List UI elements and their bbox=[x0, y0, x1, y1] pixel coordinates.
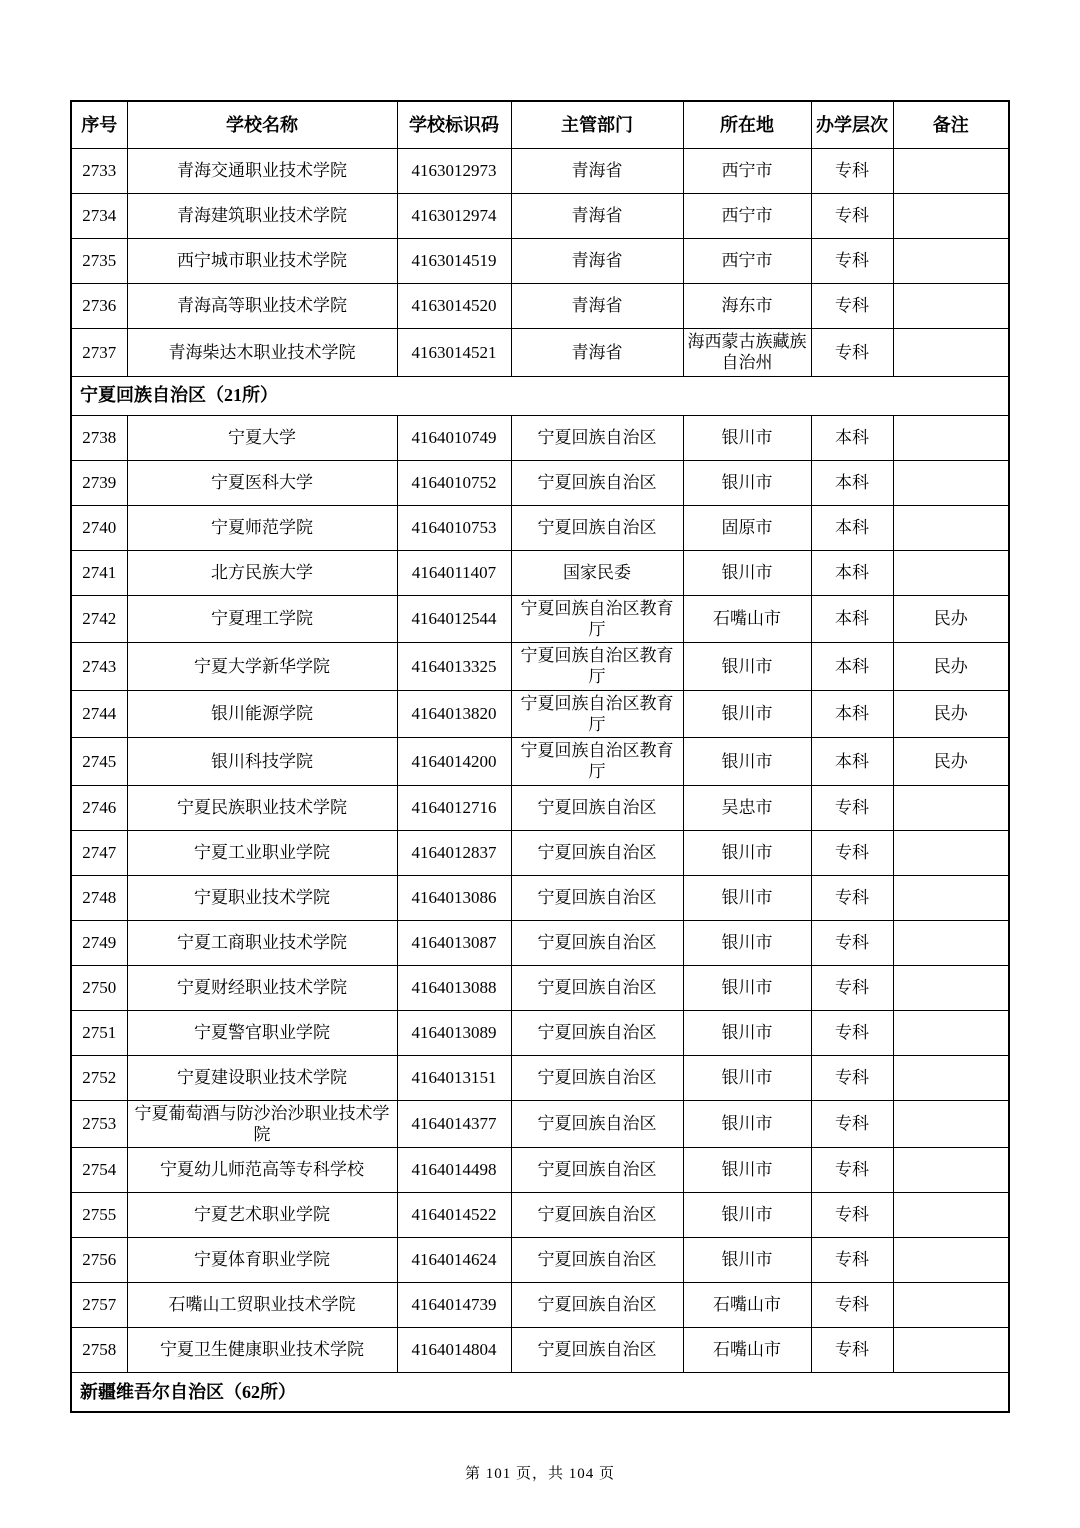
cell-location: 银川市 bbox=[683, 415, 811, 460]
header-supervisor: 主管部门 bbox=[511, 101, 683, 149]
cell-serial: 2750 bbox=[71, 965, 127, 1010]
cell-serial: 2742 bbox=[71, 595, 127, 643]
cell-note bbox=[893, 1055, 1009, 1100]
cell-school-code: 4164014498 bbox=[397, 1148, 511, 1193]
cell-location: 石嘴山市 bbox=[683, 1283, 811, 1328]
cell-note bbox=[893, 920, 1009, 965]
table-row bbox=[71, 1328, 1009, 1373]
cell-level: 本科 bbox=[811, 643, 893, 691]
cell-school-code: 4164013820 bbox=[397, 690, 511, 738]
cell-level: 专科 bbox=[811, 1055, 893, 1100]
cell-school-name: 西宁城市职业技术学院 bbox=[127, 239, 397, 284]
cell-school-name: 宁夏卫生健康职业技术学院 bbox=[127, 1328, 397, 1373]
table-row bbox=[71, 643, 1009, 691]
cell-note: 民办 bbox=[893, 690, 1009, 738]
cell-level: 专科 bbox=[811, 284, 893, 329]
cell-school-code: 4163012974 bbox=[397, 194, 511, 239]
cell-serial: 2745 bbox=[71, 738, 127, 786]
cell-school-name: 青海建筑职业技术学院 bbox=[127, 194, 397, 239]
cell-supervisor: 宁夏回族自治区 bbox=[511, 1010, 683, 1055]
cell-note bbox=[893, 875, 1009, 920]
cell-school-name: 宁夏大学新华学院 bbox=[127, 643, 397, 691]
cell-serial: 2734 bbox=[71, 194, 127, 239]
cell-location: 银川市 bbox=[683, 1238, 811, 1283]
cell-level: 本科 bbox=[811, 550, 893, 595]
cell-school-name: 宁夏葡萄酒与防沙治沙职业技术学院 bbox=[127, 1100, 397, 1148]
cell-school-code: 4164013089 bbox=[397, 1010, 511, 1055]
cell-school-code: 4164012716 bbox=[397, 785, 511, 830]
table-row bbox=[71, 550, 1009, 595]
table-row bbox=[71, 1193, 1009, 1238]
cell-note bbox=[893, 830, 1009, 875]
cell-school-name: 宁夏建设职业技术学院 bbox=[127, 1055, 397, 1100]
cell-school-name: 宁夏理工学院 bbox=[127, 595, 397, 643]
cell-school-code: 4164012837 bbox=[397, 830, 511, 875]
section-header-row bbox=[71, 376, 1009, 415]
cell-serial: 2747 bbox=[71, 830, 127, 875]
cell-serial: 2758 bbox=[71, 1328, 127, 1373]
cell-school-code: 4163014520 bbox=[397, 284, 511, 329]
cell-supervisor: 宁夏回族自治区 bbox=[511, 1328, 683, 1373]
cell-school-code: 4164013086 bbox=[397, 875, 511, 920]
cell-location: 石嘴山市 bbox=[683, 1328, 811, 1373]
cell-supervisor: 青海省 bbox=[511, 194, 683, 239]
cell-note bbox=[893, 329, 1009, 377]
cell-note bbox=[893, 1328, 1009, 1373]
table-row bbox=[71, 595, 1009, 643]
cell-level: 专科 bbox=[811, 785, 893, 830]
table-row bbox=[71, 690, 1009, 738]
cell-serial: 2754 bbox=[71, 1148, 127, 1193]
cell-location: 银川市 bbox=[683, 550, 811, 595]
cell-level: 本科 bbox=[811, 738, 893, 786]
cell-school-name: 宁夏大学 bbox=[127, 415, 397, 460]
cell-note bbox=[893, 149, 1009, 194]
cell-location: 银川市 bbox=[683, 1100, 811, 1148]
table-row bbox=[71, 738, 1009, 786]
cell-note bbox=[893, 1283, 1009, 1328]
cell-note bbox=[893, 550, 1009, 595]
cell-serial: 2735 bbox=[71, 239, 127, 284]
cell-school-code: 4164014522 bbox=[397, 1193, 511, 1238]
cell-school-name: 宁夏职业技术学院 bbox=[127, 875, 397, 920]
cell-school-name: 青海柴达木职业技术学院 bbox=[127, 329, 397, 377]
cell-location: 银川市 bbox=[683, 738, 811, 786]
cell-school-name: 宁夏医科大学 bbox=[127, 460, 397, 505]
cell-school-code: 4164013087 bbox=[397, 920, 511, 965]
cell-school-code: 4163014519 bbox=[397, 239, 511, 284]
cell-school-name: 宁夏体育职业学院 bbox=[127, 1238, 397, 1283]
cell-supervisor: 宁夏回族自治区教育厅 bbox=[511, 643, 683, 691]
cell-serial: 2752 bbox=[71, 1055, 127, 1100]
cell-note bbox=[893, 505, 1009, 550]
cell-note bbox=[893, 460, 1009, 505]
cell-serial: 2743 bbox=[71, 643, 127, 691]
cell-school-name: 银川能源学院 bbox=[127, 690, 397, 738]
cell-serial: 2737 bbox=[71, 329, 127, 377]
cell-serial: 2741 bbox=[71, 550, 127, 595]
cell-supervisor: 宁夏回族自治区教育厅 bbox=[511, 690, 683, 738]
cell-location: 银川市 bbox=[683, 1193, 811, 1238]
cell-supervisor: 宁夏回族自治区 bbox=[511, 1055, 683, 1100]
cell-level: 本科 bbox=[811, 460, 893, 505]
cell-level: 专科 bbox=[811, 920, 893, 965]
cell-school-code: 4164010749 bbox=[397, 415, 511, 460]
cell-note bbox=[893, 1010, 1009, 1055]
cell-supervisor: 宁夏回族自治区 bbox=[511, 875, 683, 920]
cell-serial: 2740 bbox=[71, 505, 127, 550]
cell-school-code: 4164013088 bbox=[397, 965, 511, 1010]
cell-school-name: 青海高等职业技术学院 bbox=[127, 284, 397, 329]
cell-school-code: 4164012544 bbox=[397, 595, 511, 643]
page-footer: 第 101 页，共 104 页 bbox=[464, 1466, 615, 1482]
cell-serial: 2756 bbox=[71, 1238, 127, 1283]
cell-serial: 2757 bbox=[71, 1283, 127, 1328]
cell-note bbox=[893, 785, 1009, 830]
table-row bbox=[71, 1055, 1009, 1100]
cell-school-name: 石嘴山工贸职业技术学院 bbox=[127, 1283, 397, 1328]
table-row bbox=[71, 239, 1009, 284]
cell-level: 专科 bbox=[811, 329, 893, 377]
cell-supervisor: 宁夏回族自治区 bbox=[511, 785, 683, 830]
section-title: 新疆维吾尔自治区（62所） bbox=[71, 1373, 1009, 1413]
header-school-code: 学校标识码 bbox=[397, 101, 511, 149]
cell-level: 专科 bbox=[811, 1238, 893, 1283]
cell-serial: 2749 bbox=[71, 920, 127, 965]
cell-note: 民办 bbox=[893, 643, 1009, 691]
cell-supervisor: 宁夏回族自治区教育厅 bbox=[511, 738, 683, 786]
cell-note bbox=[893, 194, 1009, 239]
cell-school-code: 4163014521 bbox=[397, 329, 511, 377]
cell-note bbox=[893, 1100, 1009, 1148]
cell-supervisor: 宁夏回族自治区 bbox=[511, 1238, 683, 1283]
cell-serial: 2736 bbox=[71, 284, 127, 329]
cell-school-code: 4164014377 bbox=[397, 1100, 511, 1148]
cell-serial: 2755 bbox=[71, 1193, 127, 1238]
cell-level: 专科 bbox=[811, 239, 893, 284]
cell-level: 专科 bbox=[811, 875, 893, 920]
cell-location: 石嘴山市 bbox=[683, 595, 811, 643]
table-row bbox=[71, 965, 1009, 1010]
cell-location: 银川市 bbox=[683, 460, 811, 505]
cell-supervisor: 宁夏回族自治区 bbox=[511, 1283, 683, 1328]
cell-note bbox=[893, 284, 1009, 329]
cell-school-name: 宁夏财经职业技术学院 bbox=[127, 965, 397, 1010]
header-school-name: 学校名称 bbox=[127, 101, 397, 149]
cell-location: 银川市 bbox=[683, 643, 811, 691]
header-level: 办学层次 bbox=[811, 101, 893, 149]
cell-location: 银川市 bbox=[683, 920, 811, 965]
cell-location: 西宁市 bbox=[683, 194, 811, 239]
table-header-row bbox=[71, 101, 1009, 149]
cell-note bbox=[893, 415, 1009, 460]
cell-serial: 2738 bbox=[71, 415, 127, 460]
table-row bbox=[71, 505, 1009, 550]
cell-supervisor: 宁夏回族自治区 bbox=[511, 460, 683, 505]
cell-supervisor: 青海省 bbox=[511, 329, 683, 377]
cell-level: 本科 bbox=[811, 505, 893, 550]
section-header-row bbox=[71, 1373, 1009, 1413]
cell-level: 本科 bbox=[811, 690, 893, 738]
cell-level: 本科 bbox=[811, 415, 893, 460]
cell-level: 专科 bbox=[811, 1283, 893, 1328]
cell-location: 海西蒙古族藏族自治州 bbox=[683, 329, 811, 377]
cell-level: 专科 bbox=[811, 1328, 893, 1373]
cell-school-code: 4164010752 bbox=[397, 460, 511, 505]
cell-serial: 2746 bbox=[71, 785, 127, 830]
cell-location: 银川市 bbox=[683, 1148, 811, 1193]
cell-school-name: 宁夏师范学院 bbox=[127, 505, 397, 550]
cell-supervisor: 宁夏回族自治区 bbox=[511, 1100, 683, 1148]
header-serial: 序号 bbox=[71, 101, 127, 149]
cell-school-name: 宁夏民族职业技术学院 bbox=[127, 785, 397, 830]
cell-location: 海东市 bbox=[683, 284, 811, 329]
cell-level: 专科 bbox=[811, 1193, 893, 1238]
cell-location: 西宁市 bbox=[683, 239, 811, 284]
cell-location: 银川市 bbox=[683, 830, 811, 875]
cell-serial: 2744 bbox=[71, 690, 127, 738]
cell-supervisor: 青海省 bbox=[511, 149, 683, 194]
table-row bbox=[71, 785, 1009, 830]
cell-level: 专科 bbox=[811, 965, 893, 1010]
cell-level: 专科 bbox=[811, 1100, 893, 1148]
cell-school-code: 4164014200 bbox=[397, 738, 511, 786]
table-row bbox=[71, 1010, 1009, 1055]
cell-serial: 2739 bbox=[71, 460, 127, 505]
cell-note: 民办 bbox=[893, 738, 1009, 786]
cell-supervisor: 宁夏回族自治区教育厅 bbox=[511, 595, 683, 643]
cell-supervisor: 宁夏回族自治区 bbox=[511, 1148, 683, 1193]
cell-level: 专科 bbox=[811, 194, 893, 239]
cell-school-code: 4164011407 bbox=[397, 550, 511, 595]
table-row bbox=[71, 460, 1009, 505]
cell-location: 银川市 bbox=[683, 690, 811, 738]
cell-supervisor: 青海省 bbox=[511, 239, 683, 284]
cell-level: 专科 bbox=[811, 830, 893, 875]
header-location: 所在地 bbox=[683, 101, 811, 149]
cell-level: 专科 bbox=[811, 1010, 893, 1055]
table-row bbox=[71, 1100, 1009, 1148]
cell-school-code: 4164014804 bbox=[397, 1328, 511, 1373]
cell-school-name: 银川科技学院 bbox=[127, 738, 397, 786]
table-row bbox=[71, 329, 1009, 377]
cell-school-code: 4163012973 bbox=[397, 149, 511, 194]
table-row bbox=[71, 1283, 1009, 1328]
cell-note bbox=[893, 1193, 1009, 1238]
table-row bbox=[71, 415, 1009, 460]
table-row bbox=[71, 1148, 1009, 1193]
table-row bbox=[71, 920, 1009, 965]
cell-level: 专科 bbox=[811, 1148, 893, 1193]
cell-serial: 2753 bbox=[71, 1100, 127, 1148]
table-row bbox=[71, 1238, 1009, 1283]
cell-school-name: 北方民族大学 bbox=[127, 550, 397, 595]
table-row bbox=[71, 194, 1009, 239]
cell-school-name: 宁夏艺术职业学院 bbox=[127, 1193, 397, 1238]
cell-level: 专科 bbox=[811, 149, 893, 194]
cell-school-code: 4164014739 bbox=[397, 1283, 511, 1328]
cell-supervisor: 宁夏回族自治区 bbox=[511, 920, 683, 965]
cell-supervisor: 宁夏回族自治区 bbox=[511, 965, 683, 1010]
cell-location: 西宁市 bbox=[683, 149, 811, 194]
cell-note bbox=[893, 1148, 1009, 1193]
cell-supervisor: 青海省 bbox=[511, 284, 683, 329]
cell-school-name: 青海交通职业技术学院 bbox=[127, 149, 397, 194]
cell-location: 银川市 bbox=[683, 875, 811, 920]
table-row bbox=[71, 830, 1009, 875]
cell-note bbox=[893, 239, 1009, 284]
cell-school-name: 宁夏工业职业学院 bbox=[127, 830, 397, 875]
cell-school-code: 4164014624 bbox=[397, 1238, 511, 1283]
cell-level: 本科 bbox=[811, 595, 893, 643]
school-table-body bbox=[71, 149, 1009, 1413]
cell-note: 民办 bbox=[893, 595, 1009, 643]
cell-school-code: 4164013325 bbox=[397, 643, 511, 691]
cell-location: 银川市 bbox=[683, 1010, 811, 1055]
cell-supervisor: 宁夏回族自治区 bbox=[511, 505, 683, 550]
cell-serial: 2748 bbox=[71, 875, 127, 920]
table-row bbox=[71, 875, 1009, 920]
table-row bbox=[71, 284, 1009, 329]
cell-note bbox=[893, 965, 1009, 1010]
cell-supervisor: 宁夏回族自治区 bbox=[511, 415, 683, 460]
cell-supervisor: 宁夏回族自治区 bbox=[511, 830, 683, 875]
cell-location: 银川市 bbox=[683, 965, 811, 1010]
cell-school-code: 4164013151 bbox=[397, 1055, 511, 1100]
cell-location: 银川市 bbox=[683, 1055, 811, 1100]
section-title: 宁夏回族自治区（21所） bbox=[71, 376, 1009, 415]
table-row bbox=[71, 149, 1009, 194]
cell-note bbox=[893, 1238, 1009, 1283]
cell-location: 吴忠市 bbox=[683, 785, 811, 830]
school-table-container bbox=[70, 100, 1008, 1413]
school-table bbox=[70, 100, 1010, 1413]
header-note: 备注 bbox=[893, 101, 1009, 149]
cell-supervisor: 宁夏回族自治区 bbox=[511, 1193, 683, 1238]
cell-school-name: 宁夏警官职业学院 bbox=[127, 1010, 397, 1055]
cell-serial: 2733 bbox=[71, 149, 127, 194]
cell-location: 固原市 bbox=[683, 505, 811, 550]
cell-school-code: 4164010753 bbox=[397, 505, 511, 550]
cell-serial: 2751 bbox=[71, 1010, 127, 1055]
cell-school-name: 宁夏工商职业技术学院 bbox=[127, 920, 397, 965]
cell-supervisor: 国家民委 bbox=[511, 550, 683, 595]
cell-school-name: 宁夏幼儿师范高等专科学校 bbox=[127, 1148, 397, 1193]
